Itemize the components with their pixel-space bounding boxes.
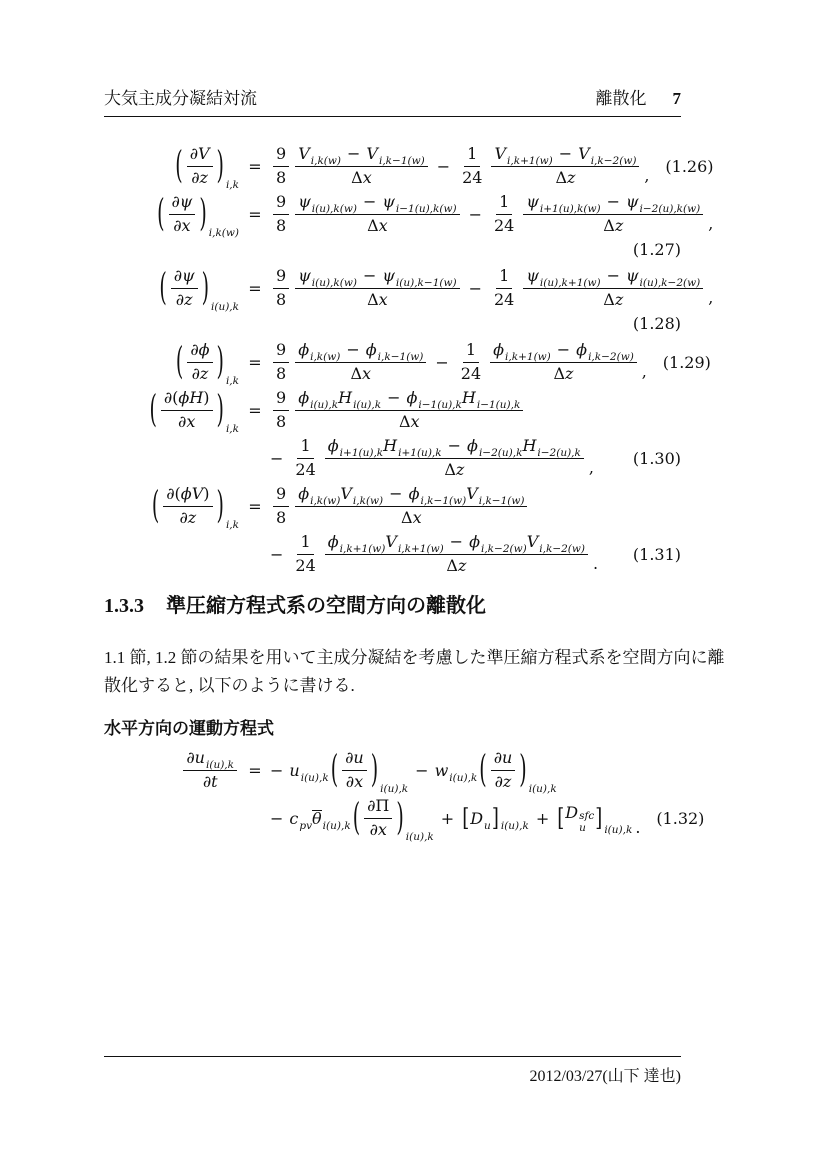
math-token: ϕi(u),k	[298, 387, 339, 411]
math-token: −	[449, 531, 464, 551]
equation-rhs	[270, 388, 617, 433]
equation-line	[104, 239, 681, 259]
math-token: ϕV	[180, 483, 204, 503]
math-token: )	[203, 387, 210, 407]
math-token: ∂ϕ	[190, 339, 210, 359]
math-token: ∂z	[179, 507, 197, 527]
math-token: 1	[499, 191, 510, 211]
paren-group: ( $\frac{\partial\phi}{\partial z}$ ) i,k	[175, 339, 239, 388]
math-token: ϕi,k−1(w)	[408, 483, 467, 507]
math-token: 1	[465, 339, 477, 359]
math-token: Δ	[603, 215, 615, 235]
math-token: ψi(u),k−1(w)	[382, 265, 457, 289]
section-heading	[104, 589, 681, 618]
equation-lhs	[104, 748, 240, 793]
math-token: −	[270, 808, 284, 828]
fraction	[491, 266, 517, 311]
math-token: Vi,k+1(w)	[494, 143, 553, 167]
math-token: (	[172, 387, 179, 407]
math-token: ϕi−1(u),k	[406, 387, 462, 411]
fraction	[295, 388, 523, 433]
math-token: ∂u	[345, 747, 364, 767]
equation-number: (1.28)	[632, 313, 681, 333]
math-token: ϕi,k−1(w)	[365, 339, 424, 363]
math-token: 24	[460, 363, 482, 383]
equation-1-32	[104, 747, 705, 844]
math-token: −	[415, 760, 429, 780]
math-token: ψi(u),k(w)	[298, 265, 357, 289]
math-token: ∂ui(u),k	[186, 747, 234, 771]
fraction	[295, 340, 426, 385]
math-token: ψi+1(u),k(w)	[526, 191, 601, 215]
math-token: 8	[276, 363, 287, 383]
math-token: ,	[644, 165, 650, 185]
fraction	[325, 436, 584, 481]
paragraph-line: 1.1 節, 1.2 節の結果を用いて主成分凝結を考慮した準圧縮方程式系を空間方向に離	[104, 648, 725, 667]
paren-group: ( ∂ Π ∂x ) i(u),k	[352, 795, 434, 844]
equation-line	[104, 795, 705, 844]
equation-rhs	[270, 484, 617, 529]
fraction	[273, 484, 289, 529]
math-token: −	[270, 448, 284, 468]
math-token: ∂	[163, 387, 173, 407]
equation-number: (1.29)	[662, 352, 711, 372]
math-token: ,	[708, 287, 714, 307]
math-token: ϕi+1(u),k	[327, 435, 384, 459]
math-token: z	[457, 555, 467, 575]
equation-relation: =	[248, 156, 262, 176]
footer-date: 2012/03/27(山下 達也)	[529, 1068, 681, 1085]
fraction	[342, 748, 367, 793]
math-token: ∂ψ	[173, 265, 195, 285]
fraction	[292, 436, 318, 481]
equation-number: (1.27)	[632, 239, 681, 259]
equation-block	[104, 143, 714, 577]
math-token: Vi,k+1(w)	[385, 531, 444, 555]
math-token: z	[614, 289, 624, 309]
math-token: 8	[276, 507, 287, 527]
math-token: Δ	[444, 459, 456, 479]
math-token: ψi−2(u),k(w)	[625, 191, 701, 215]
fraction	[273, 340, 289, 385]
math-token: −	[270, 760, 284, 780]
math-token: Vi,k−1(w)	[466, 483, 525, 507]
math-token: ψi(u),k(w)	[298, 191, 357, 215]
equation-line	[104, 435, 681, 481]
fraction	[523, 192, 703, 237]
equation-1-32-wrapper	[104, 747, 705, 844]
fraction	[491, 144, 639, 189]
equation-1-30	[104, 387, 681, 481]
math-token: ψi(u),k+1(w)	[526, 265, 601, 289]
math-token: x	[362, 363, 372, 383]
equation-lhs	[104, 387, 240, 436]
math-token: 8	[276, 411, 287, 431]
math-token: z	[455, 459, 465, 479]
math-token: ,	[588, 457, 594, 477]
math-token: 24	[493, 289, 515, 309]
equation-relation: =	[248, 760, 262, 780]
math-token: z	[565, 363, 574, 383]
math-token: Vi,k(w)	[340, 483, 384, 507]
math-token: 9	[276, 387, 287, 407]
math-token: Du	[470, 808, 491, 832]
math-token: ∂z	[191, 167, 208, 187]
math-token: ∂ψ	[171, 191, 193, 211]
math-token: 1	[499, 265, 510, 285]
math-token: Δ	[603, 289, 615, 309]
math-token: Π	[375, 795, 390, 815]
math-token: ∂u	[493, 747, 513, 767]
fraction	[459, 144, 485, 189]
math-token: Hi−1(u),k	[461, 387, 521, 411]
math-token: ψi(u),k−2(w)	[625, 265, 701, 289]
math-token: 8	[276, 167, 287, 187]
equation-rhs	[270, 340, 647, 385]
fraction	[183, 748, 237, 793]
math-token: ϕi,k(w)	[298, 339, 341, 363]
equation-line	[104, 265, 714, 314]
math-token: −	[347, 143, 361, 163]
math-token: ϕi,k(w)	[298, 483, 341, 507]
math-token: 9	[276, 483, 287, 503]
math-token: −	[387, 387, 401, 407]
math-token: −	[362, 265, 377, 285]
equation-rhs	[270, 532, 617, 577]
equation-line	[104, 483, 681, 532]
equation-group-label: 水平方向の運動方程式	[104, 719, 274, 738]
math-token: ∂	[166, 483, 175, 503]
bracket-group: [ D sfc u ] i(u),k	[557, 802, 633, 837]
section-title: 準圧縮方程式系の空間方向の離散化	[166, 595, 486, 617]
equation-number: (1.31)	[632, 544, 681, 564]
math-token: Hi+1(u),k	[383, 435, 442, 459]
math-token: Δ	[446, 555, 458, 575]
paren-group: ( $\frac{\partial\psi}{\partial x}$ ) i,k(w)	[157, 191, 239, 240]
math-token: ϕi,k+1(w)	[493, 339, 551, 363]
paren-group: ( $\frac{\partial V}{\partial z}$ ) i,k	[175, 143, 239, 192]
math-token: Δ	[367, 215, 379, 235]
math-token: −	[468, 278, 482, 298]
math-token: 9	[276, 191, 287, 211]
equation-number: (1.32)	[656, 808, 705, 828]
bracket-group: [ Du ] i(u),k	[462, 803, 529, 833]
equation-line	[104, 191, 714, 240]
math-token: ∂z	[175, 289, 193, 309]
math-token: ϕi−2(u),k	[467, 435, 523, 459]
math-token: x	[412, 507, 422, 527]
math-token: Δ	[351, 167, 363, 187]
equation-number: (1.30)	[632, 448, 681, 468]
math-token: −	[270, 544, 284, 564]
equation-1-28	[104, 265, 714, 333]
math-token: Vi,k−2(w)	[578, 143, 637, 167]
paren-group: ( $\frac{\partial u}{\partial x}$ ) i(u),k	[330, 747, 409, 796]
math-token: ∂z	[494, 771, 512, 791]
math-token: +	[535, 808, 550, 828]
fraction	[161, 388, 213, 433]
math-token: −	[606, 191, 620, 211]
equation-lhs	[104, 483, 240, 532]
paragraph-line: 散化すると, 以下のように書ける.	[104, 676, 355, 695]
fraction	[490, 340, 637, 385]
equation-rhs	[270, 747, 617, 796]
math-token: 24	[295, 459, 316, 479]
math-token: 24	[295, 555, 316, 575]
equation-lhs	[104, 143, 240, 192]
math-token: ϕH	[178, 387, 204, 407]
math-token: Δ	[367, 289, 379, 309]
fraction	[491, 192, 517, 237]
math-token: Vi,k(w)	[298, 143, 341, 167]
fraction	[163, 484, 212, 529]
math-token: .	[592, 553, 599, 573]
math-token: Hi−2(u),k	[522, 435, 581, 459]
math-token: θi(u),k	[312, 808, 351, 832]
fraction	[325, 532, 588, 577]
equation-lhs	[104, 191, 240, 240]
page-footer	[104, 1056, 681, 1086]
paren-group: ( ∂ ( ϕV ) ∂z ) i,k	[151, 483, 239, 532]
fraction	[169, 192, 196, 237]
math-token: x	[362, 167, 372, 187]
equation-number: (1.26)	[665, 156, 714, 176]
equation-line	[104, 747, 681, 796]
equation-rhs	[270, 795, 641, 844]
math-token: ∂x	[173, 215, 191, 235]
equation-rhs	[270, 436, 617, 481]
fraction	[273, 192, 289, 237]
paren-group: ( $\frac{\partial\psi}{\partial z}$ ) i(u),k	[159, 265, 239, 314]
header-title-left: 大気主成分凝結対流	[104, 89, 257, 108]
math-token: Δ	[555, 167, 567, 187]
math-token: −	[558, 143, 573, 163]
fraction	[295, 484, 527, 529]
math-token: (	[174, 483, 181, 503]
equation-rhs	[270, 144, 650, 189]
equation-relation: =	[248, 278, 262, 298]
fraction	[187, 144, 213, 189]
math-token: Δ	[401, 507, 413, 527]
math-token: ψi−1(u),k(w)	[382, 191, 457, 215]
equation-line	[104, 143, 714, 192]
math-token: −	[606, 265, 620, 285]
equation-relation: =	[248, 204, 262, 224]
math-token: −	[435, 352, 449, 372]
equation-1-29	[104, 339, 711, 388]
math-token: 1	[300, 531, 311, 551]
paren-group: ( $\frac{\partial u}{\partial z}$ ) i(u),k	[479, 747, 557, 796]
equation-1-31	[104, 483, 681, 577]
math-token: Hi(u),k	[338, 387, 382, 411]
header-right-group	[596, 84, 682, 109]
equation-1-26	[104, 143, 714, 192]
math-token: −	[556, 339, 571, 359]
math-token: 9	[276, 339, 287, 359]
math-token: −	[447, 435, 462, 455]
math-token: ,	[708, 213, 714, 233]
equation-line	[104, 387, 681, 436]
fraction	[292, 532, 318, 577]
fraction	[491, 748, 516, 793]
math-token: 1	[300, 435, 311, 455]
math-token: 24	[462, 167, 483, 187]
page-header	[104, 84, 681, 117]
fraction	[523, 266, 703, 311]
fraction	[295, 266, 459, 311]
math-token: −	[362, 191, 377, 211]
math-token: 9	[276, 143, 287, 163]
math-token: Δ	[553, 363, 566, 383]
math-token: ϕi,k+1(w)	[327, 531, 386, 555]
fraction	[273, 388, 289, 433]
equation-lhs	[104, 265, 240, 314]
fraction	[295, 192, 459, 237]
equation-rhs	[270, 266, 713, 311]
math-token: −	[468, 204, 482, 224]
body-paragraph	[104, 644, 725, 700]
math-token: x	[410, 411, 420, 431]
equation-lhs	[104, 339, 240, 388]
equation-line	[104, 531, 681, 577]
math-token: Vi,k−1(w)	[366, 143, 425, 167]
math-token: ∂V	[189, 143, 210, 163]
math-token: ,	[641, 361, 647, 381]
math-token: )	[203, 483, 210, 503]
math-token: ∂z	[191, 363, 209, 383]
equation-line	[104, 339, 711, 388]
fraction	[187, 340, 212, 385]
math-token: ui(u),k	[289, 760, 329, 784]
math-token: x	[378, 289, 388, 309]
equation-relation: =	[248, 496, 262, 516]
math-token: ∂x	[345, 771, 364, 791]
math-token: z	[567, 167, 576, 187]
equation-rhs	[270, 192, 713, 237]
math-token: wi(u),k	[434, 760, 478, 784]
math-token: ϕi,k−2(w)	[576, 339, 634, 363]
equation-relation: =	[248, 400, 262, 420]
math-token: 8	[276, 215, 287, 235]
math-token: Δ	[350, 363, 363, 383]
math-token: ∂t	[202, 771, 218, 791]
math-token: 24	[493, 215, 515, 235]
math-token: −	[389, 483, 403, 503]
math-token: ∂x	[178, 411, 196, 431]
math-token: cpv	[289, 808, 313, 832]
equation-line	[104, 313, 681, 333]
math-token: −	[346, 339, 360, 359]
math-token: z	[614, 215, 624, 235]
fraction	[364, 796, 392, 841]
math-token: Δ	[398, 411, 411, 431]
math-token: D sfc u	[565, 802, 595, 834]
header-section-label: 離散化	[595, 89, 647, 108]
math-token: −	[436, 156, 451, 176]
math-token: 8	[276, 289, 287, 309]
math-token: x	[378, 215, 388, 235]
math-token: ϕi,k−2(w)	[469, 531, 527, 555]
math-token: .	[635, 817, 641, 837]
math-token: 9	[276, 265, 287, 285]
math-token: ∂	[367, 795, 376, 815]
math-token: 1	[467, 143, 478, 163]
fraction	[273, 266, 289, 311]
fraction	[273, 144, 289, 189]
math-token: Vi,k−2(w)	[526, 531, 585, 555]
fraction	[171, 266, 198, 311]
fraction	[458, 340, 484, 385]
equation-relation: =	[248, 352, 262, 372]
section-number: 1.3.3	[104, 595, 144, 617]
page-number: 7	[672, 89, 681, 108]
math-token: +	[440, 808, 455, 828]
math-token: ∂x	[369, 819, 387, 839]
equation-1-27	[104, 191, 714, 259]
fraction	[295, 144, 428, 189]
paren-group: ( ∂ ( ϕH ) ∂x ) i,k	[149, 387, 239, 436]
